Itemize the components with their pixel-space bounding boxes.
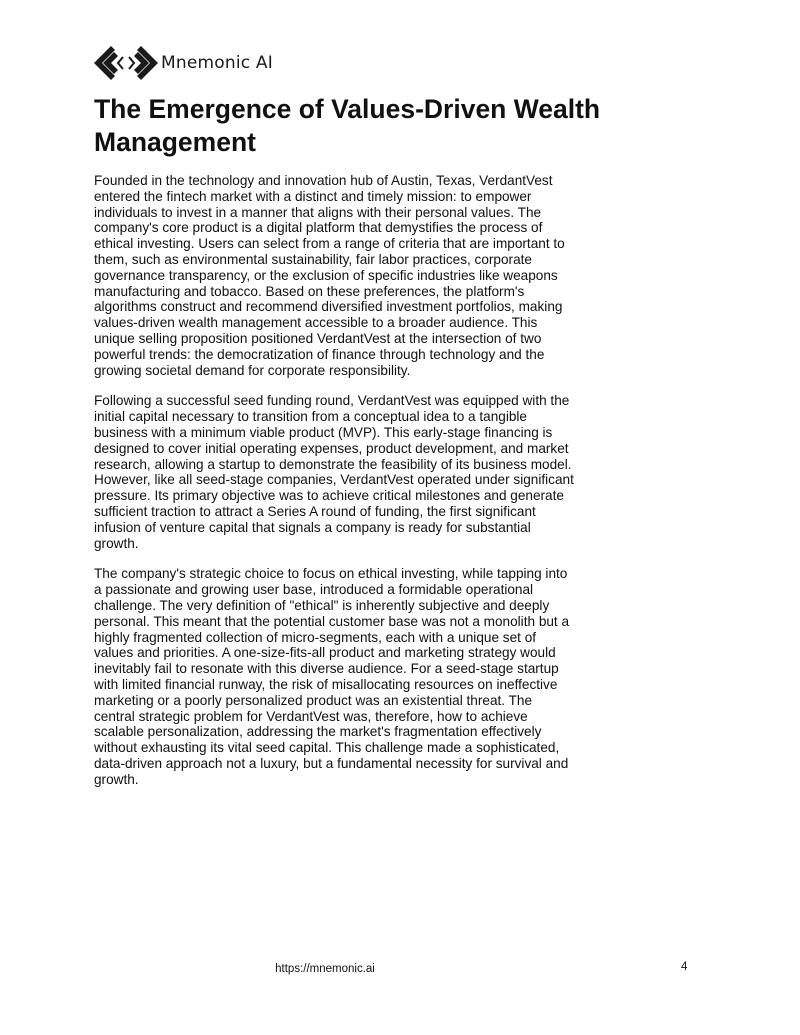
brand-logo <box>94 44 273 82</box>
paragraph: Founded in the technology and innovation hub of Austin, Texas, VerdantVest entered the fintech market with a distinct and timely mission: to empower individuals to invest in a manner that aligns with their personal values. The company's core product is a digital platform that demystifies the process of ethical investing. Users can select from a range of criteria that are important to them, such as environmental sustainability, fair labor practices, corporate governance transparency, or the exclusion of specific industries like weapons manufacturing and tobacco. Based on these preferences, the platform's algorithms construct and recommend diversified investment portfolios, making values-driven wealth management accessible to a broader audience. This unique selling proposition positioned VerdantVest at the intersection of two powerful trends: the democratization of finance through technology and the growing societal demand for corporate responsibility. <box>94 173 565 378</box>
mnemonic-chevrons-logo-icon <box>94 44 158 82</box>
article-body <box>94 173 574 802</box>
page-title: The Emergence of Values-Driven Wealth Management <box>94 94 601 157</box>
paragraph: Following a successful seed funding round, VerdantVest was equipped with the initial capital necessary to transition from a conceptual idea to a tangible business with a minimum viable product (MVP). This early-stage financing is designed to cover initial operating expenses, product development, and market research, allowing a startup to demonstrate the feasibility of its business model. However, like all seed-stage companies, VerdantVest operated under significant pressure. Its primary objective was to achieve critical milestones and generate sufficient traction to attract a Series A round of funding, the first significant infusion of venture capital that signals a company is ready for substantial growth. <box>94 393 574 551</box>
logo-text: Mnemonic AI <box>161 53 273 73</box>
page-number: 4 <box>681 961 688 973</box>
footer-url[interactable]: https://mnemonic.ai <box>275 963 375 975</box>
paragraph: The company's strategic choice to focus on ethical investing, while tapping into a passionate and growing user base, introduced a formidable operational challenge. The very definition of "ethical" is inherently subjective and deeply personal. This meant that the potential customer base was not a monolith but a highly fragmented collection of micro-segments, each with a unique set of values and priorities. A one-size-fits-all product and marketing strategy would inevitably fail to resonate with this diverse audience. For a seed-stage startup with limited financial runway, the risk of misallocating resources on ineffective marketing or a poorly personalized product was an existential threat. The central strategic problem for VerdantVest was, therefore, how to achieve scalable personalization, addressing the market's fragmentation effectively without exhausting its vital seed capital. This challenge made a sophisticated, data-driven approach not a luxury, but a fundamental necessity for survival and growth. <box>94 566 570 787</box>
